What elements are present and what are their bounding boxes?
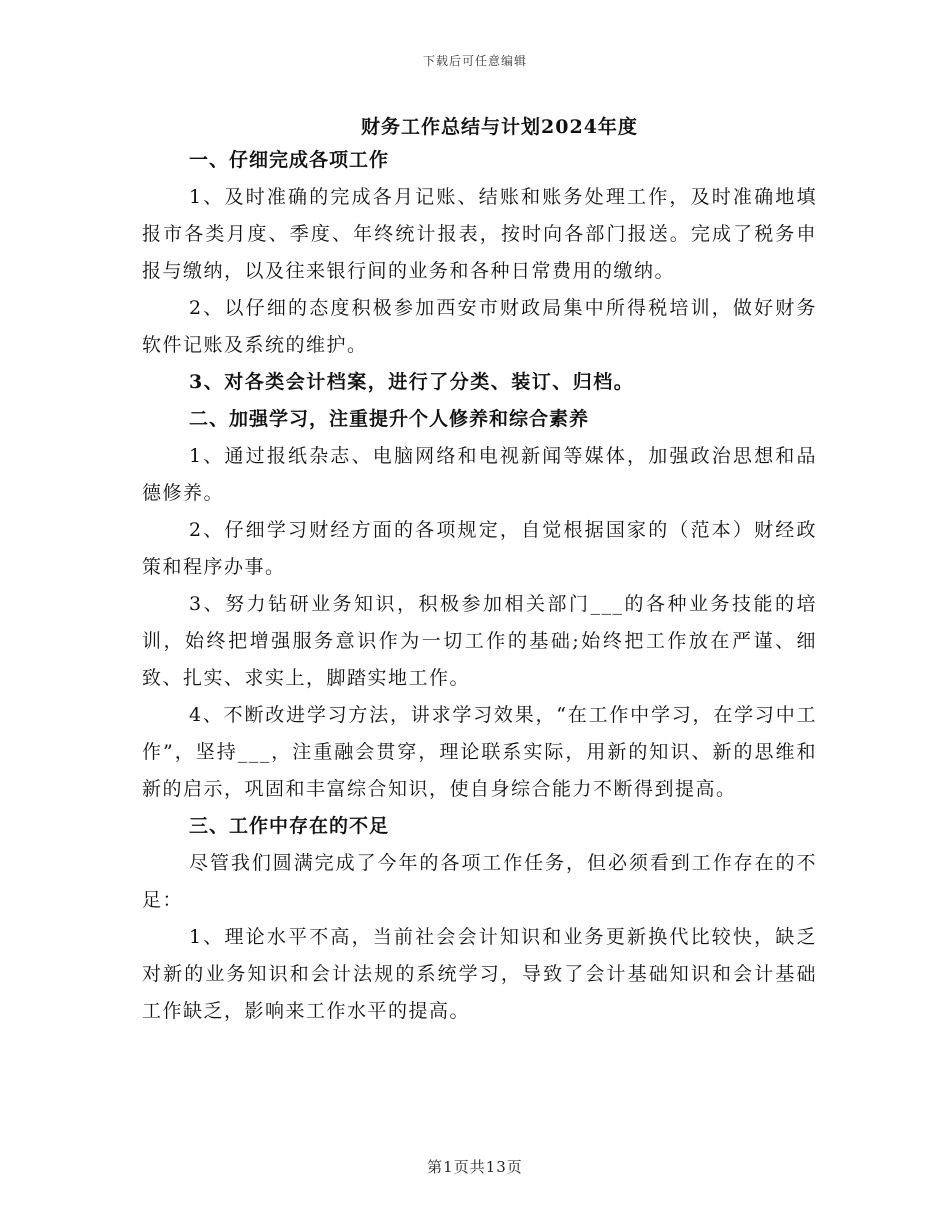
paragraph-3-0: 尽管我们圆满完成了今年的各项工作任务，但必须看到工作存在的不足： bbox=[142, 852, 817, 911]
paragraph-1-3: 3、对各类会计档案，进行了分类、装订、归档。 bbox=[189, 371, 635, 393]
paragraph-2-1: 1、通过报纸杂志、电脑网络和电视新闻等媒体，加强政治思想和品德修养。 bbox=[142, 445, 817, 504]
paragraph-2-3: 3、努力钻研业务知识，积极参加相关部门___的各种业务技能的培训，始终把增强服务意识作为一切工作的基础;始终把工作放在严谨、细致、扎实、求实上，脚踏实地工作。 bbox=[142, 593, 817, 689]
paragraph-3-1: 1、理论水平不高，当前社会会计知识和业务更新换代比较快，缺乏对新的业务知识和会计法规的系统学习，导致了会计基础知识和会计基础工作缺乏，影响来工作水平的提高。 bbox=[142, 926, 817, 1022]
header-note: 下载后可任意编辑 bbox=[422, 54, 527, 68]
paragraph-2-4: 4、不断改进学习方法，讲求学习效果，“在工作中学习，在学习中工作”，坚持___，注重融会贯穿，理论联系实际，用新的知识、新的思维和新的启示，巩固和丰富综合知识，使自身综合能力不断得到提高。 bbox=[142, 704, 817, 800]
document-title: 财务工作总结与计划2024年度 bbox=[361, 116, 638, 138]
section-heading-2: 二、加强学习，注重提升个人修养和综合素养 bbox=[189, 408, 590, 430]
paragraph-1-2: 2、以仔细的态度积极参加西安市财政局集中所得税培训，做好财务软件记账及系统的维护。 bbox=[142, 297, 817, 356]
paragraph-1-1: 1、及时准确的完成各月记账、结账和账务处理工作，及时准确地填报市各类月度、季度、年终统计报表，按时向各部门报送。完成了税务申报与缴纳，以及往来银行间的业务和各种日常费用的缴纳。 bbox=[142, 186, 817, 282]
section-heading-1: 一、仔细完成各项工作 bbox=[189, 149, 390, 171]
page-number-footer: 第1页共13页 bbox=[427, 1158, 523, 1176]
section-heading-3: 三、工作中存在的不足 bbox=[189, 815, 390, 837]
paragraph-2-2: 2、仔细学习财经方面的各项规定，自觉根据国家的（范本）财经政策和程序办事。 bbox=[142, 519, 817, 578]
document-body bbox=[142, 112, 817, 1030]
